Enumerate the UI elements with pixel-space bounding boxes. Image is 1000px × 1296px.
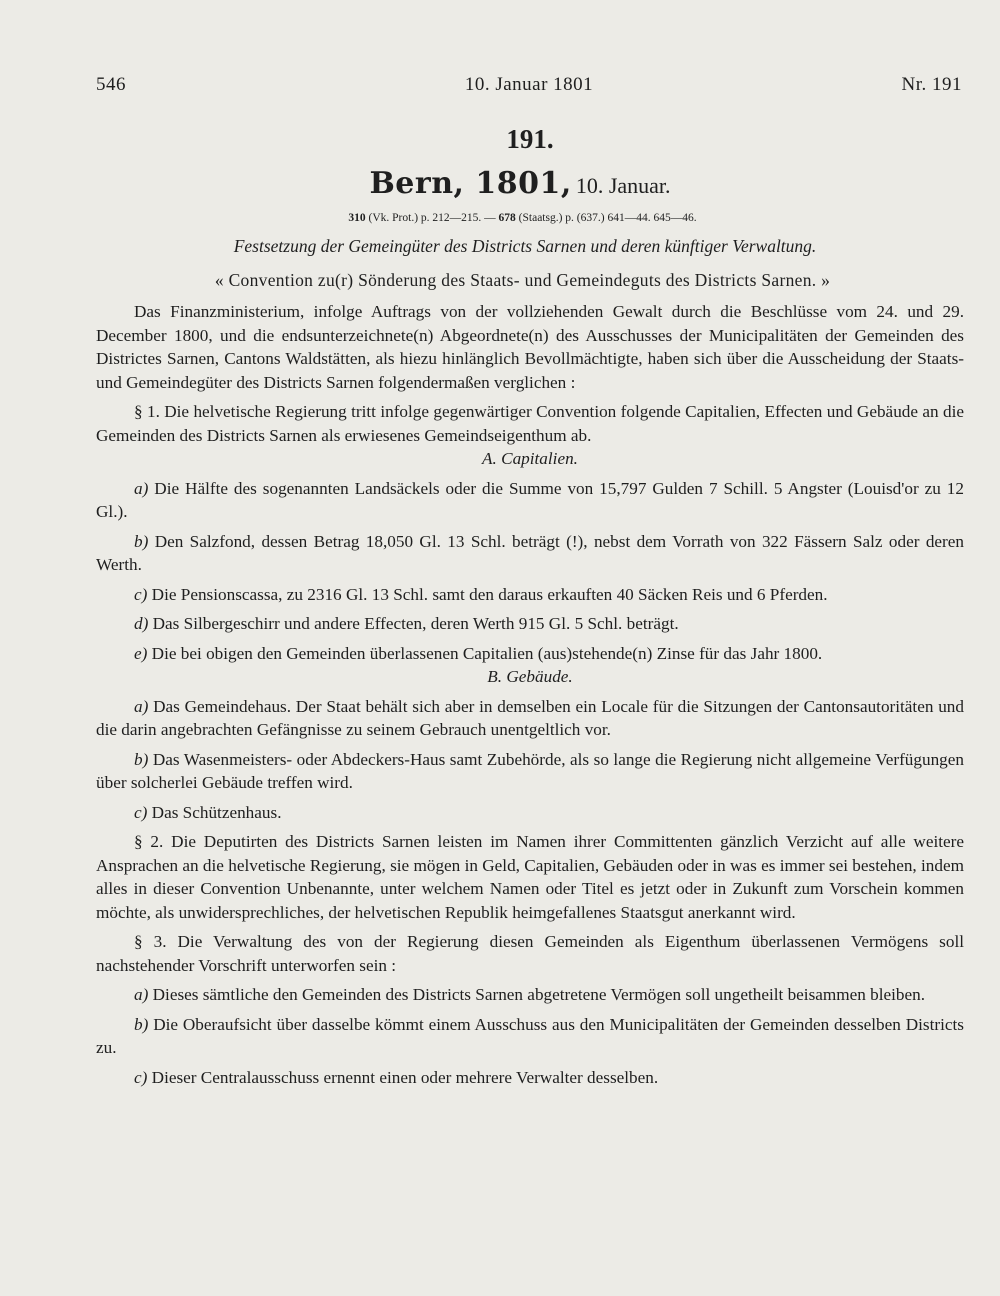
capitalien-item <box>96 583 964 607</box>
verwaltung-item <box>96 1066 964 1090</box>
document-body <box>96 300 964 1089</box>
intro-paragraph: Das Finanzministerium, infolge Auftrags von der vollziehenden Gewalt durch die Beschlüsse vom 24. und 29. December 1800, und die endsunterzeichnete(n) Abgeordnete(n) des Ausschusses der Municipalitäten der Gemeinden des Districtes Sarnen, Cantons Waldstätten, als hiezu hinlänglich Bevollmächtigte, haben sich über die Ausscheidung der Staats- und Gemeindegüter des Districts Sarnen folgendermaßen verglichen : <box>96 302 964 392</box>
capitalien-item <box>96 530 964 577</box>
item-text: Dieser Centralausschuss ernennt einen oder mehrere Verwalter desselben. <box>147 1067 659 1087</box>
reference-number-1: 310 <box>348 212 366 224</box>
running-header <box>96 74 962 104</box>
verwaltung-item <box>96 983 964 1007</box>
gebaeude-item <box>96 748 964 795</box>
item-label: e) <box>134 643 148 663</box>
reference-text-2: (Staatsg.) p. (637.) 641—44. 645—46. <box>515 212 697 224</box>
section-b-heading: B. Gebäude. <box>487 667 573 686</box>
gebaeude-item <box>96 801 964 825</box>
capitalien-item <box>96 477 964 524</box>
item-text: Das Schützenhaus. <box>147 802 282 822</box>
document-date: 10. Januar. <box>575 173 671 198</box>
header-date: 10. Januar 1801 <box>464 74 594 95</box>
item-text: Die Oberaufsicht über dasselbe kömmt einem Ausschuss aus den Municipalitäten der Gemeinden desselben Districts zu. <box>96 1014 964 1057</box>
item-label: b) <box>134 1014 149 1034</box>
archive-references <box>45 212 1000 224</box>
item-label: c) <box>134 584 148 604</box>
item-text: Die bei obigen den Gemeinden überlassenen Capitalien (aus)stehende(n) Zinse für das Jahr 1800. <box>147 643 823 663</box>
section-1-paragraph: § 1. Die helvetische Regierung tritt infolge gegenwärtiger Convention folgende Capitalien, Effecten und Gebäude an die Gemeinden des Districts Sarnen als erwiesenes Gemeindseigenthum ab. <box>96 402 964 445</box>
item-label: a) <box>134 985 149 1004</box>
item-text: Die Hälfte des sogenannten Landsäckels oder die Summe von 15,797 Gulden 7 Schill. 5 Angster (Louisd'or zu 12 Gl.). <box>96 478 964 521</box>
item-label: d) <box>134 614 149 633</box>
section-b-list <box>96 695 964 825</box>
item-text: Die Pensionscassa, zu 2316 Gl. 13 Schl. samt den daraus erkauften 40 Säcken Reis und 6 Pferden. <box>147 584 828 604</box>
convention-title: « Convention zu(r) Sönderung des Staats- und Gemeindeguts des Districts Sarnen. » <box>214 270 831 290</box>
place-date-line <box>40 166 1000 201</box>
place-year: Bern, 1801, <box>369 166 572 201</box>
document-reference: Nr. 191 <box>901 74 962 95</box>
item-text: Den Salzfond, dessen Betrag 18,050 Gl. 13 Schl. beträgt (!), nebst dem Vorrath von 322 Fässern Salz oder deren Werth. <box>96 531 964 574</box>
page-number: 546 <box>96 74 126 95</box>
section-a-heading: A. Capitalien. <box>482 449 578 468</box>
item-label: c) <box>134 1067 148 1087</box>
item-label: b) <box>134 749 149 769</box>
section-2-paragraph: § 2. Die Deputirten des Districts Sarnen leisten im Namen ihrer Committenten gänzlich Verzicht auf alle weitere Ansprachen an die helvetische Regierung, sie mögen in Geld, Capitalien, Gebäuden oder in was es immer sei bestehen, indem alles in dieser Convention Unbenannte, unter welchem Namen oder Titel es jetzt oder in Zukunft zum Vorschein kommen möchte, als unwidersprechliches, der helvetischen Republik heimgefallenes Staatsgut anerkannt wird. <box>96 832 964 922</box>
document-subject: Festsetzung der Gemeingüter des Districts Sarnen und deren künftiger Verwaltung. <box>233 236 817 256</box>
item-label: a) <box>134 696 149 716</box>
item-text: Das Gemeindehaus. Der Staat behält sich aber in demselben ein Locale für die Sitzungen der Cantonsautoritäten und die darin angebrachten Gefängnisse zu seinem Gebrauch unentgeltlich vor. <box>96 696 964 739</box>
item-label: b) <box>134 531 149 551</box>
verwaltung-item <box>96 1013 964 1060</box>
item-label: a) <box>134 478 149 498</box>
reference-text-1: (Vk. Prot.) p. 212—215. — <box>365 212 499 224</box>
section-3-list <box>96 983 964 1089</box>
item-text: Das Silbergeschirr und andere Effecten, deren Werth 915 Gl. 5 Schl. beträgt. <box>148 614 679 633</box>
item-text: Dieses sämtliche den Gemeinden des Districts Sarnen abgetretene Vermögen soll ungetheilt beisammen bleiben. <box>148 985 926 1004</box>
item-text: Das Wasenmeisters- oder Abdeckers-Haus samt Zubehörde, als so lange die Regierung nicht allgemeine Verfügungen über solcherlei Gebäude treffen wird. <box>96 749 964 792</box>
capitalien-item <box>96 612 964 636</box>
section-3-paragraph: § 3. Die Verwaltung des von der Regierung diesen Gemeinden als Eigenthum überlassenen Vermögens soll nachstehender Vorschrift unterworfen sein : <box>96 932 964 975</box>
section-a-list <box>96 477 964 666</box>
gebaeude-item <box>96 695 964 742</box>
item-label: c) <box>134 802 148 822</box>
capitalien-item <box>96 642 964 666</box>
document-number: 191. <box>506 124 554 154</box>
reference-number-2: 678 <box>498 212 516 224</box>
